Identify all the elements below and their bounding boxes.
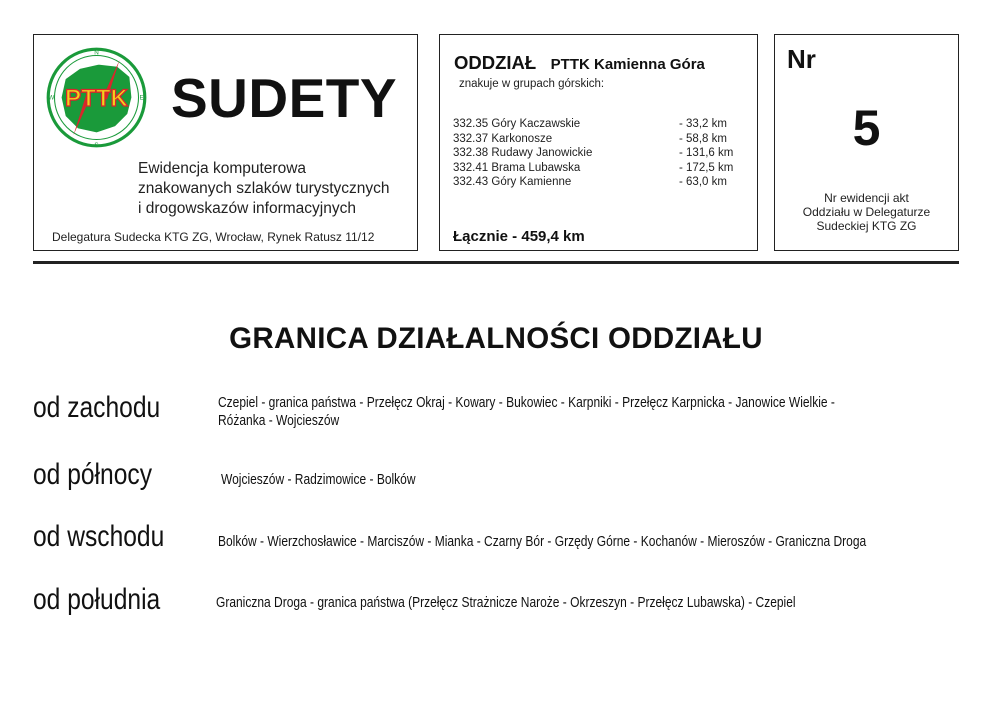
nr-value: 5 <box>852 100 881 156</box>
compass-e: E <box>139 94 144 102</box>
description-line: Ewidencja komputerowa <box>138 160 307 177</box>
group-length: - 131,6 km <box>679 147 734 159</box>
route-text <box>221 471 416 489</box>
route-text <box>218 394 835 430</box>
group-length: - 172,5 km <box>679 161 734 174</box>
list-item <box>453 132 743 147</box>
oddzial-subtitle: znakuje w grupach górskich: <box>459 78 605 90</box>
nr-box <box>774 34 959 251</box>
logo-text: PTTK <box>64 84 129 112</box>
oddzial-box <box>439 34 758 251</box>
sudety-title: SUDETY <box>171 67 398 129</box>
list-item <box>453 175 743 190</box>
total-length: Łącznie - 459,4 km <box>453 228 585 245</box>
nr-label: Nr <box>787 44 816 74</box>
oddzial-title <box>454 52 705 74</box>
group-length: - 63,0 km <box>679 176 727 188</box>
description-line: i drogowskazów informacyjnych <box>138 200 356 217</box>
page-title: GRANICA DZIAŁALNOŚCI ODDZIAŁU <box>229 322 763 355</box>
direction-label: od południa <box>33 583 161 616</box>
group-name: 332.43 Góry Kamienne <box>453 176 572 188</box>
mountain-groups-list <box>453 117 743 190</box>
nr-note <box>775 191 958 233</box>
direction-label: od wschodu <box>33 520 165 553</box>
list-item <box>453 146 743 161</box>
oddzial-label: ODDZIAŁ <box>454 52 537 73</box>
nr-note-line: Sudeckiej KTG ZG <box>816 219 917 233</box>
description-line: znakowanych szlaków turystycznych <box>138 180 390 197</box>
route-line: Graniczna Droga - granica państwa (Przełęcz Strażnicze Naroże - Okrzeszyn - Przełęcz Lubawska) - Czepiel <box>216 594 796 611</box>
route-line: Bolków - Wierzchosławice - Marciszów - Mianka - Czarny Bór - Grzędy Górne - Kochanów - Mieroszów - Graniczna Droga <box>218 533 867 550</box>
route-text <box>216 594 796 612</box>
delegatura-address: Delegatura Sudecka KTG ZG, Wrocław, Rynek Ratusz 11/12 <box>52 230 375 244</box>
group-name: 332.41 Brama Lubawska <box>453 161 581 174</box>
header-divider <box>33 261 959 264</box>
group-name: 332.38 Rudawy Janowickie <box>453 147 593 159</box>
sudety-header-box <box>33 34 418 251</box>
route-line: Wojcieszów - Radzimowice - Bolków <box>221 471 416 488</box>
group-name: 332.37 Karkonosze <box>453 132 553 145</box>
list-item <box>453 161 743 176</box>
sudety-description <box>138 159 390 219</box>
route-line: Czepiel - granica państwa - Przełęcz Okraj - Kowary - Bukowiec - Karpniki - Przełęcz Karpnicka - Janowice Wielkie - <box>218 394 835 411</box>
list-item <box>453 117 743 132</box>
compass-n: N <box>94 49 99 57</box>
nr-note-line: Oddziału w Delegaturze <box>802 205 931 219</box>
nr-note-line: Nr ewidencji akt <box>824 191 909 205</box>
direction-label: od zachodu <box>33 391 161 424</box>
route-line: Różanka - Wojcieszów <box>218 412 340 429</box>
group-length: - 58,8 km <box>679 132 727 145</box>
compass-s: S <box>94 141 99 149</box>
group-length: - 33,2 km <box>679 118 727 130</box>
direction-label: od północy <box>33 458 152 491</box>
compass-w: W <box>48 94 55 102</box>
oddzial-name: PTTK Kamienna Góra <box>550 56 705 73</box>
route-text <box>218 533 866 551</box>
group-name: 332.35 Góry Kaczawskie <box>453 118 581 130</box>
pttk-logo <box>44 45 149 150</box>
